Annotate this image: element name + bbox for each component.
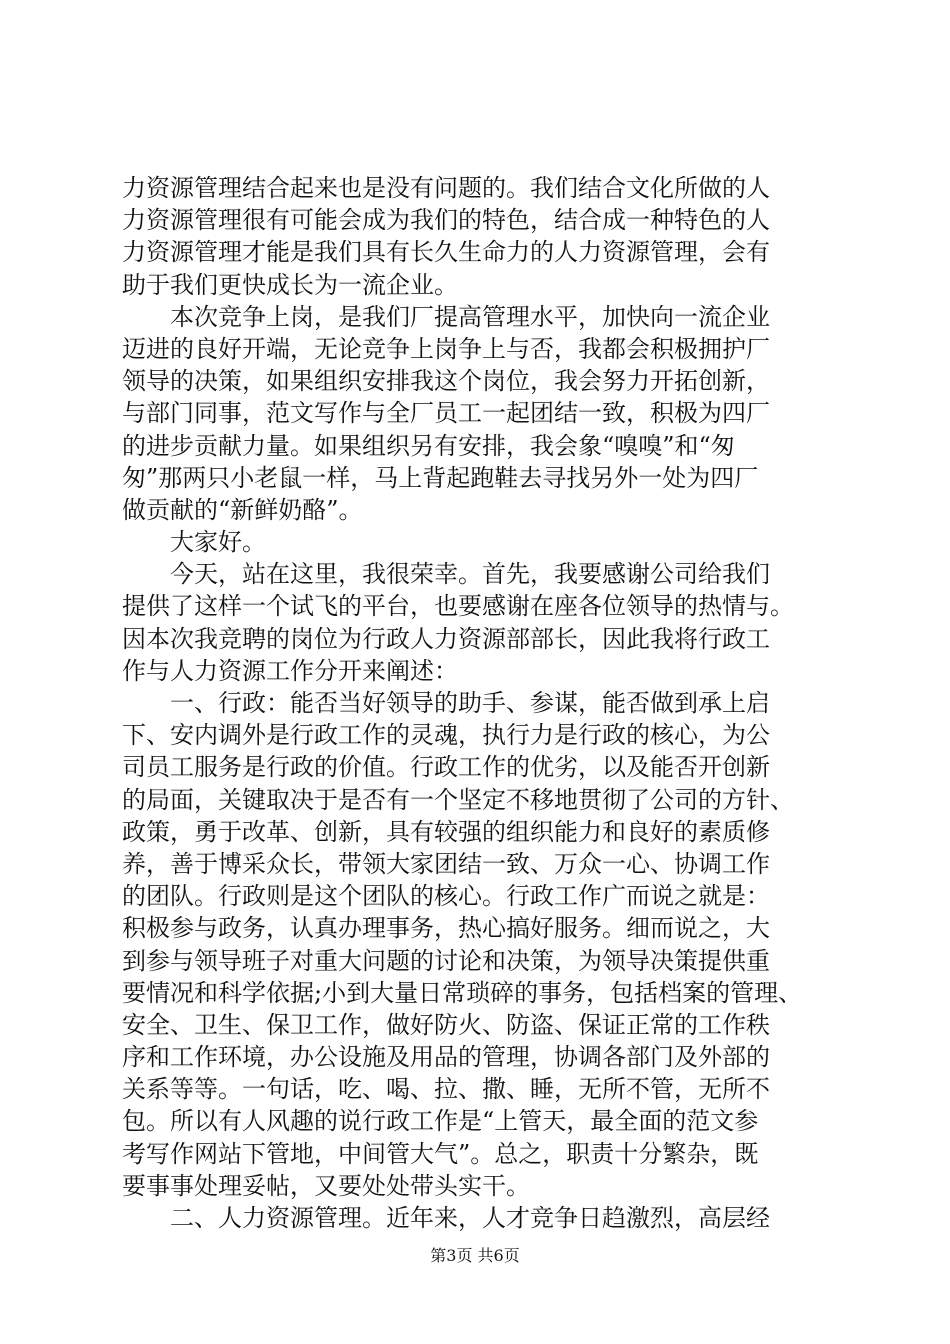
text-line: 大家好。 (122, 528, 266, 557)
text-line: 与部门同事，范文写作与全厂员工一起团结一致，积极为四厂 (122, 399, 770, 428)
text-line: 要事事处理妥帖，又要处处带头实干。 (122, 1171, 530, 1200)
text-line: 力资源管理才能是我们具有长久生命力的人力资源管理，会有 (122, 238, 770, 267)
text-line: 提供了这样一个试飞的平台，也要感谢在座各位领导的热情与。 (122, 592, 794, 621)
text-line: 包。所以有人风趣的说行政工作是“上管天，最全面的范文参 (122, 1107, 759, 1136)
text-line: 司员工服务是行政的价值。行政工作的优劣，以及能否开创新 (122, 753, 770, 782)
text-line: 匆”那两只小老鼠一样，马上背起跑鞋去寻找另外一处为四厂 (122, 463, 759, 492)
text-line: 到参与领导班子对重大问题的讨论和决策，为领导决策提供重 (122, 946, 770, 975)
text-line: 因本次我竞聘的岗位为行政人力资源部部长，因此我将行政工 (122, 624, 770, 653)
body-text (122, 172, 842, 1234)
text-line: 安全、卫生、保卫工作，做好防火、防盗、保证正常的工作秩 (122, 1010, 770, 1039)
text-line: 的进步贡献力量。如果组织另有安排，我会象“嗅嗅”和“匆 (122, 431, 735, 460)
text-line: 考写作网站下管地，中间管大气”。总之，职责十分繁杂，既 (122, 1139, 759, 1168)
text-line: 政策，勇于改革、创新，具有较强的组织能力和良好的素质修 (122, 817, 770, 846)
text-line: 养，善于博采众长，带领大家团结一致、万众一心、协调工作 (122, 849, 770, 878)
text-line: 迈进的良好开端，无论竞争上岗争上与否，我都会积极拥护厂 (122, 334, 770, 363)
text-line: 力资源管理很有可能会成为我们的特色，结合成一种特色的人 (122, 206, 770, 235)
page-footer: 第3页 共6页 (430, 1246, 520, 1265)
text-line: 积极参与政务，认真办理事务，热心搞好服务。细而说之，大 (122, 914, 770, 943)
text-line: 二、人力资源管理。近年来，人才竞争日趋激烈，高层经 (122, 1204, 770, 1232)
text-line: 序和工作环境，办公设施及用品的管理，协调各部门及外部的 (122, 1043, 770, 1072)
text-line: 一、行政：能否当好领导的助手、参谋，能否做到承上启 (122, 689, 770, 717)
text-line: 本次竞争上岗，是我们厂提高管理水平，加快向一流企业 (122, 302, 770, 331)
text-line: 作与人力资源工作分开来阐述： (122, 656, 458, 685)
text-line: 领导的决策，如果组织安排我这个岗位，我会努力开拓创新， (122, 367, 770, 396)
text-line: 要情况和科学依据;小到大量日常琐碎的事务，包括档案的管理、 (122, 978, 803, 1007)
text-line: 力资源管理结合起来也是没有问题的。我们结合文化所做的人 (122, 174, 770, 202)
text-line: 的团队。行政则是这个团队的核心。行政工作广而说之就是： (122, 882, 770, 911)
text-line: 助于我们更快成长为一流企业。 (122, 270, 458, 299)
text-line: 下、安内调外是行政工作的灵魂，执行力是行政的核心，为公 (122, 721, 770, 750)
text-line: 今天，站在这里，我很荣幸。首先，我要感谢公司给我们 (122, 560, 770, 589)
text-line: 的局面，关键取决于是否有一个坚定不移地贯彻了公司的方针、 (122, 785, 794, 814)
text-line: 做贡献的“新鲜奶酪”。 (122, 495, 363, 524)
text-line: 关系等等。一句话，吃、喝、拉、撒、睡，无所不管，无所不 (122, 1075, 770, 1104)
